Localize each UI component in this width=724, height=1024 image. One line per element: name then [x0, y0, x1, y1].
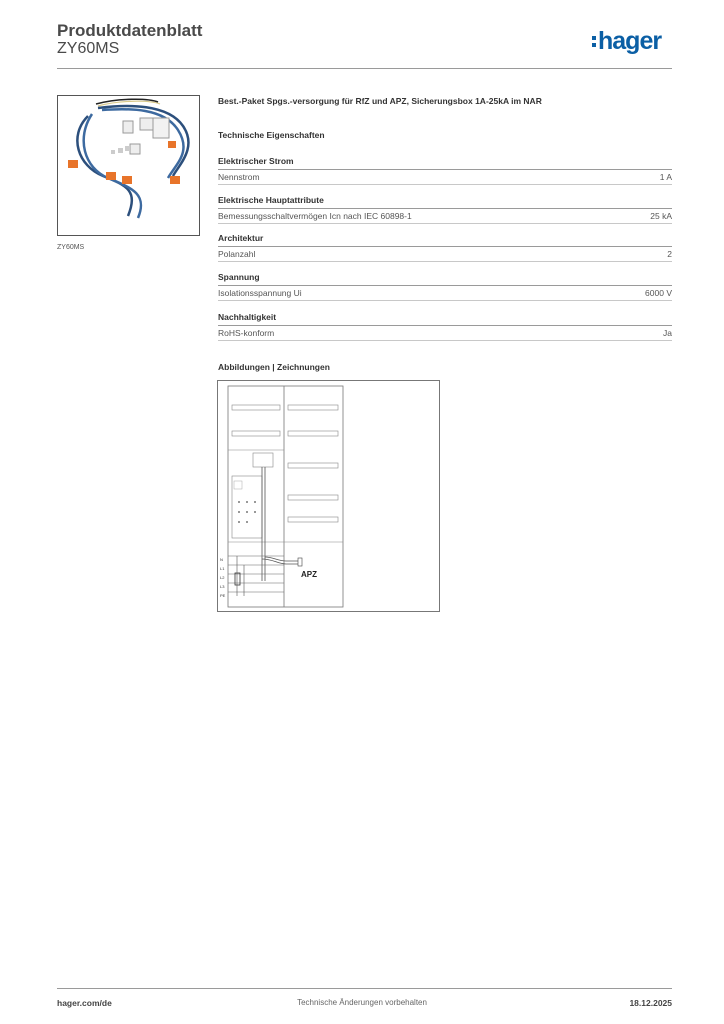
- property-label: RoHS-konform: [218, 328, 275, 338]
- footer-date: 18.12.2025: [629, 998, 672, 1008]
- property-value: 6000 V: [645, 288, 672, 298]
- property-label: Nennstrom: [218, 172, 260, 182]
- logo-text: hager: [598, 26, 662, 55]
- section-spannung: [218, 272, 672, 301]
- property-value: 2: [667, 249, 672, 259]
- figures-heading: Abbildungen | Zeichnungen: [218, 362, 330, 372]
- product-photo: [57, 95, 200, 236]
- section-title: Elektrischer Strom: [218, 156, 672, 170]
- apz-label: APZ: [301, 570, 317, 579]
- property-value: Ja: [663, 328, 672, 338]
- property-value: 25 kA: [650, 211, 672, 221]
- section-title: Architektur: [218, 233, 672, 247]
- property-row: [218, 286, 672, 301]
- property-row: [218, 170, 672, 185]
- property-label: Polanzahl: [218, 249, 256, 259]
- property-row: [218, 326, 672, 341]
- logo-dots-icon: [592, 36, 596, 47]
- technical-drawing: [217, 380, 440, 612]
- wire-label-l1: L1: [220, 566, 225, 571]
- wire-labels: [220, 555, 225, 600]
- footer-website-link[interactable]: hager.com/de: [57, 998, 112, 1008]
- photo-caption: ZY60MS: [57, 244, 85, 251]
- section-title: Nachhaltigkeit: [218, 312, 672, 326]
- section-nachhaltigkeit: [218, 312, 672, 341]
- page-title: Produktdatenblatt: [57, 21, 203, 40]
- property-row: [218, 247, 672, 262]
- hager-logo[interactable]: [592, 26, 661, 56]
- property-label: Isolationsspannung Ui: [218, 288, 302, 298]
- section-elektrischer-strom: [218, 156, 672, 185]
- product-code: ZY60MS: [57, 40, 120, 57]
- property-label: Bemessungsschaltvermögen Icn nach IEC 60898-1: [218, 211, 412, 221]
- product-photo-illustration: [58, 96, 199, 235]
- wire-label-l3: L3: [220, 584, 225, 589]
- cabinet-diagram: [218, 381, 439, 611]
- section-title: Elektrische Hauptattribute: [218, 195, 672, 209]
- section-elektrische-hauptattribute: [218, 195, 672, 224]
- footer-note: Technische Änderungen vorbehalten: [297, 998, 427, 1007]
- tech-properties-heading: Technische Eigenschaften: [218, 130, 325, 140]
- section-architektur: [218, 233, 672, 262]
- section-title: Spannung: [218, 272, 672, 286]
- wire-label-pe: PE: [220, 593, 226, 598]
- header-divider: [57, 68, 672, 69]
- property-row: [218, 209, 672, 224]
- footer-divider: [57, 988, 672, 989]
- product-description: Best.-Paket Spgs.-versorgung für RfZ und APZ, Sicherungsbox 1A-25kA im NAR: [218, 96, 542, 106]
- wire-label-n: N: [220, 557, 223, 562]
- property-value: 1 A: [659, 172, 672, 182]
- wire-label-l2: L2: [220, 575, 225, 580]
